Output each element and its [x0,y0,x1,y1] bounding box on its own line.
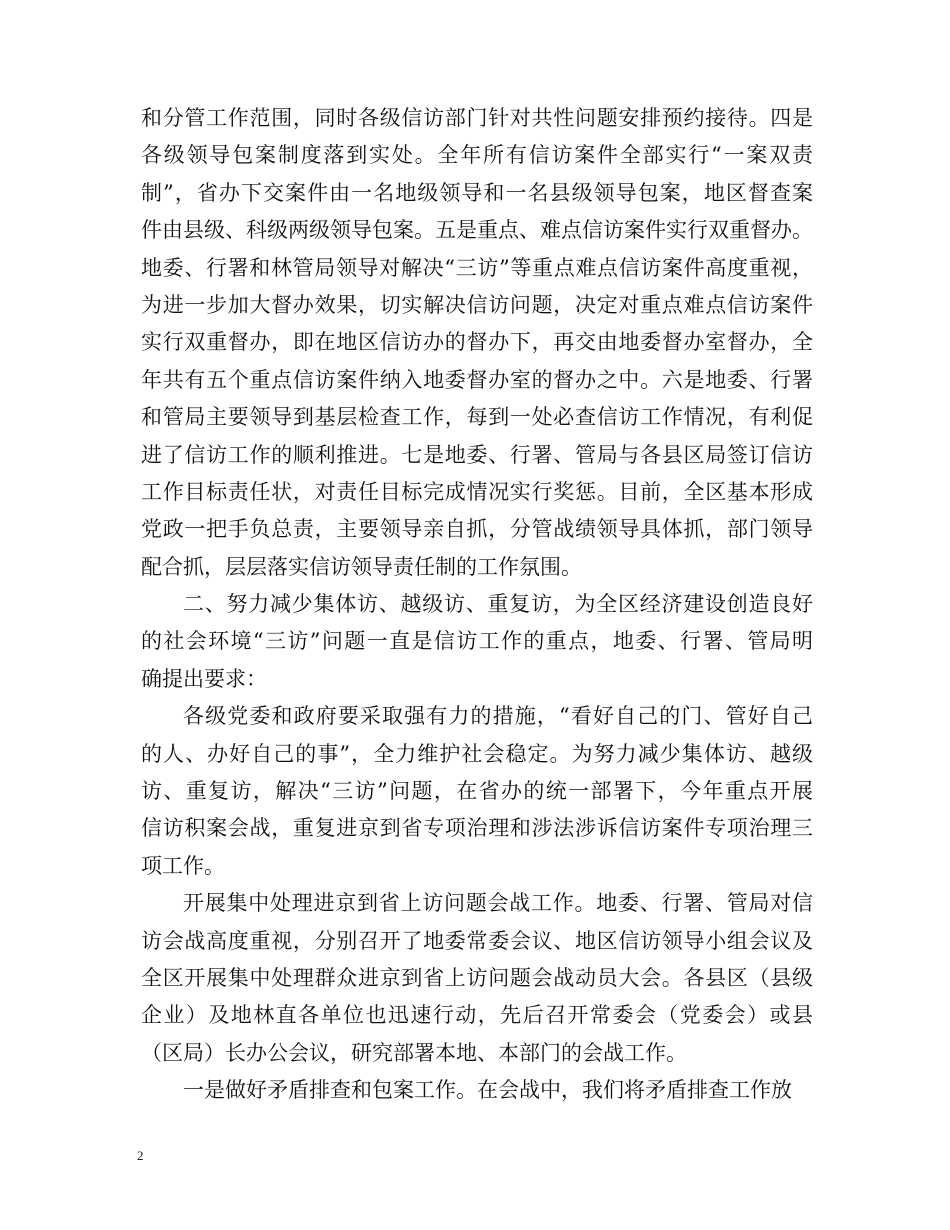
text-line: 访、重复访，解决“三访”问题，在省办的统一部署下，今年重点开展 [141,779,813,804]
text-line: 一是做好矛盾排查和包案工作。在会战中，我们将矛盾排查工作放 [183,1078,792,1103]
text-line: 实行双重督办，即在地区信访办的督办下，再交由地委督办室督办，全 [141,330,813,355]
text-line: 和分管工作范围，同时各级信访部门针对共性问题安排预约接待。四是 [141,106,813,130]
paragraph-reduce-petitions-heading [141,586,813,698]
text-line: 确提出要求： [141,666,267,691]
paragraph-leadership-responsibility [141,100,813,586]
text-line: 信访积案会战，重复进京到省专项治理和涉法涉诉信访案件专项治理三 [141,816,813,841]
text-line: 企业）及地林直各单位也迅速行动，先后召开常委会（党委会）或县 [141,1003,813,1028]
paragraph-centralized-handling-campaign [141,885,813,1072]
text-line: 各级领导包案制度落到实处。全年所有信访案件全部实行“一案双责 [141,143,813,168]
text-line: 二、努力减少集体访、越级访、重复访，为全区经济建设创造良好 [183,592,813,617]
text-line: 项工作。 [141,853,225,878]
text-line: 的社会环境“三访”问题一直是信访工作的重点，地委、行署、管局明 [141,629,813,654]
text-line: 配合抓，层层落实信访领导责任制的工作氛围。 [141,554,582,579]
text-line: 访会战高度重视，分别召开了地委常委会议、地区信访领导小组会议及 [141,928,813,953]
text-line: 开展集中处理进京到省上访问题会战工作。地委、行署、管局对信 [183,891,813,916]
text-line: 全区开展集中处理群众进京到省上访问题会战动员大会。各县区（县级 [141,965,813,990]
text-line: 制”，省办下交案件由一名地级领导和一名县级领导包案，地区督查案 [141,180,813,205]
text-line: 党政一把手负总责，主要领导亲自抓，分管战绩领导具体抓，部门领导 [141,517,813,542]
page-number: 2 [137,1148,144,1163]
text-line: 年共有五个重点信访案件纳入地委督办室的督办之中。六是地委、行署 [141,367,813,392]
text-line: 进了信访工作的顺利推进。七是地委、行署、管局与各县区局签订信访 [141,442,813,467]
text-line: 的人、办好自己的事”，全力维护社会稳定。为努力减少集体访、越级 [141,741,813,766]
text-line: 各级党委和政府要采取强有力的措施，“看好自己的门、管好自己 [183,704,813,729]
text-line: 地委、行署和林管局领导对解决“三访”等重点难点信访案件高度重视， [141,255,813,280]
text-line: 和管局主要领导到基层检查工作，每到一处必查信访工作情况，有利促 [141,405,813,430]
body-text [141,100,813,1110]
paragraph-party-government-measures [141,698,813,885]
text-line: 工作目标责任状，对责任目标完成情况实行奖惩。目前，全区基本形成 [141,479,813,504]
text-line: （区局）长办公会议，研究部署本地、本部门的会战工作。 [141,1040,687,1065]
text-line: 件由县级、科级两级领导包案。五是重点、难点信访案件实行双重督办。 [141,218,813,243]
paragraph-conflict-investigation [141,1072,813,1109]
text-line: 为进一步加大督办效果，切实解决信访问题，决定对重点难点信访案件 [141,292,813,317]
